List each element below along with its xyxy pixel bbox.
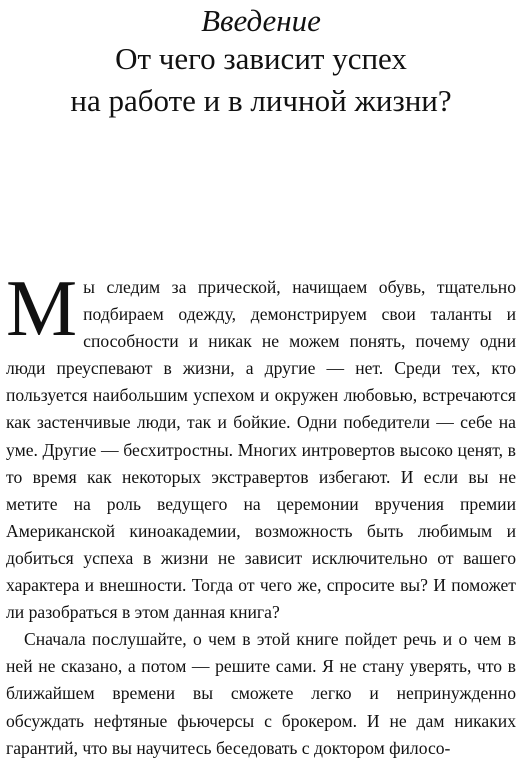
paragraph-1-text: ы следим за прической, начищаем обувь, тщательно подбираем одежду, демонстрируем свои таланты и способности и никак не можем понять, почему одни люди преуспевают в жизни, а другие — нет. Среди тех, кто пользуется наибольшим успехом и окружен любовью, встречаются как застенчивые люди, так и бойкие. Одни победители — себе на уме. Другие — бесхитростны. Многих интровертов высоко ценят, в то время как некоторых экстравертов избегают. И если вы не метите на роль ведущего на церемонии вручения премии Американской киноакадемии, возможность быть любимым и добиться успеха в жизни не зависит исключительно от вашего характера и внешности. Тогда от чего же, спросите вы? И поможет ли разобраться в этом данная книга?	[6, 277, 516, 623]
chapter-label: Введение	[201, 3, 321, 38]
drop-cap: М	[6, 265, 78, 353]
paragraph-1	[6, 265, 516, 626]
body-text	[6, 265, 516, 762]
chapter-title-line-1: От чего зависит успех	[115, 41, 407, 76]
chapter-title-line-2: на работе и в личной жизни?	[70, 83, 452, 118]
paragraph-2: Сначала послушайте, о чем в этой книге пойдет речь и о чем в ней не сказано, а потом — решите сами. Я не стану уверять, что в ближайшем времени вы сможете легко и непринужденно обсуждать нефтяные фьючерсы с брокером. И не дам никаких гарантий, что вы научитесь беседовать с доктором филосо-	[6, 629, 516, 758]
